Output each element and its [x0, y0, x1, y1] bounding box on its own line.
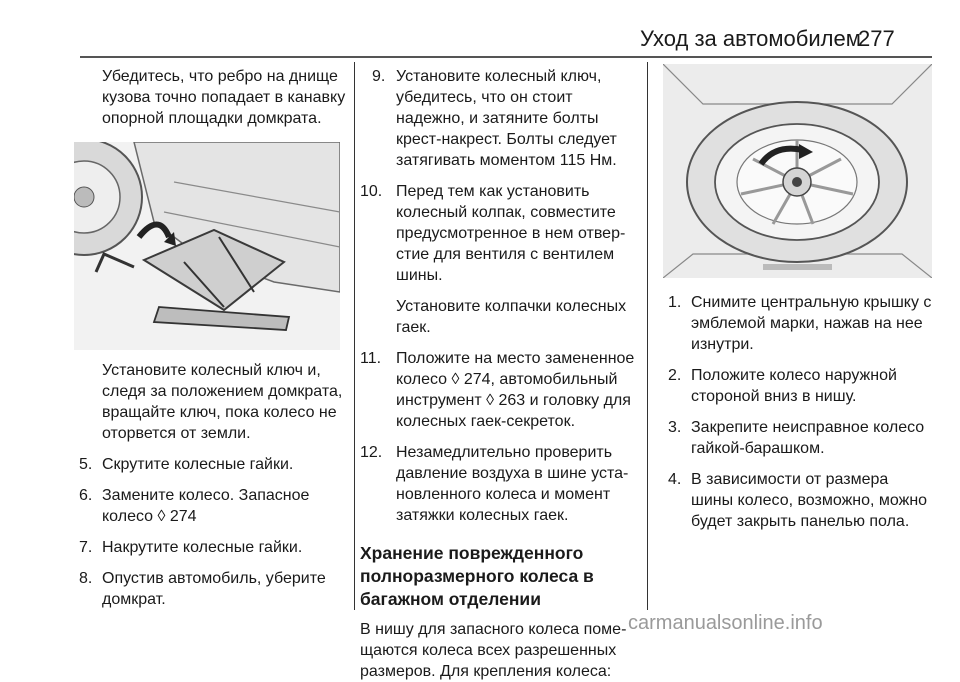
list-item — [79, 537, 347, 558]
item-number: 8. — [79, 570, 93, 587]
list-item — [360, 296, 640, 338]
item-text: В зависимости от размера шины колесо, возможно, можно будет закрыть панелью пола. — [691, 471, 928, 530]
item-text: Перед тем как установить колесный колпак, совместите предусмотренное в нем отвер-стие для вентиля с вентилем шины. — [396, 183, 626, 284]
item-text: Установите колпачки колесных гаек. — [396, 298, 627, 336]
list-item — [668, 292, 934, 355]
list-item — [668, 417, 934, 459]
list-item — [360, 66, 640, 171]
column-1 — [79, 66, 347, 129]
list-item — [668, 365, 934, 407]
spare-wheel-figure — [663, 64, 932, 278]
spare-wheel-illustration — [663, 64, 932, 278]
header-rule — [80, 56, 932, 58]
item-text: Положите колесо наружной стороной вниз в нишу. — [691, 367, 897, 405]
item-number: 11. — [360, 350, 382, 367]
item-text: Положите на место замененное колесо ◊ 274, автомобильный инструмент ◊ 263 и головку для колесных гаек-секреток. — [396, 350, 635, 430]
item-text: Накрутите колесные гайки. — [102, 539, 303, 556]
item-text: Замените колесо. Запасное колесо ◊ 274 — [102, 487, 310, 525]
header-title: Уход за автомобилем — [640, 26, 861, 51]
jack-illustration — [74, 142, 340, 350]
watermark: carmanualsonline.info — [628, 612, 823, 634]
column-2 — [360, 66, 640, 682]
car-jack-figure — [74, 142, 340, 350]
list-item — [668, 469, 934, 532]
column-1-lower — [79, 360, 347, 610]
list-item — [79, 454, 347, 475]
item-number: 5. — [79, 456, 93, 473]
intro-text: Убедитесь, что ребро на днище кузова точно попадает в канавку опорной площадки домкрата. — [102, 68, 346, 127]
section-paragraph: В нишу для запасного колеса поме-щаются колеса всех разрешенных размеров. Для крепления колеса: — [360, 621, 627, 680]
item-number: 3. — [668, 419, 682, 436]
column-divider-1 — [354, 62, 355, 610]
item-number: 1. — [668, 294, 682, 311]
item-number: 6. — [79, 487, 93, 504]
item-text: Снимите центральную крышку с эмблемой марки, нажав на нее изнутри. — [691, 294, 932, 353]
item-number: 7. — [79, 539, 93, 556]
item-number: 9. — [372, 68, 386, 85]
list-item — [360, 442, 640, 526]
item-number: 4. — [668, 471, 682, 488]
after-figure-text: Установите колесный ключ и, следя за положением домкрата, вращайте ключ, пока колесо не оторвется от земли. — [102, 362, 343, 442]
item-text: Закрепите неисправное колесо гайкой-барашком. — [691, 419, 925, 457]
list-item — [360, 348, 640, 432]
item-number: 12. — [360, 444, 383, 461]
list-item — [360, 181, 640, 286]
item-number: 2. — [668, 367, 682, 384]
column-3 — [668, 292, 934, 532]
item-text: Опустив автомобиль, уберите домкрат. — [102, 570, 326, 608]
item-text: Незамедлительно проверить давление воздуха в шине уста-новленного колеса и момент затяжки колесных гаек. — [396, 444, 629, 524]
item-text: Скрутите колесные гайки. — [102, 456, 294, 473]
list-item — [79, 568, 347, 610]
item-number: 10. — [360, 183, 383, 200]
section-heading: Хранение поврежденного полноразмерного колеса в багажном отделении — [360, 543, 594, 609]
list-item — [79, 485, 347, 527]
column-divider-2 — [647, 62, 648, 610]
page-number: 277 — [858, 26, 895, 51]
item-text: Установите колесный ключ, убедитесь, что он стоит надежно, и затяните болты крест-накрест. Болты следует затягивать моментом 115 Нм. — [396, 68, 617, 169]
